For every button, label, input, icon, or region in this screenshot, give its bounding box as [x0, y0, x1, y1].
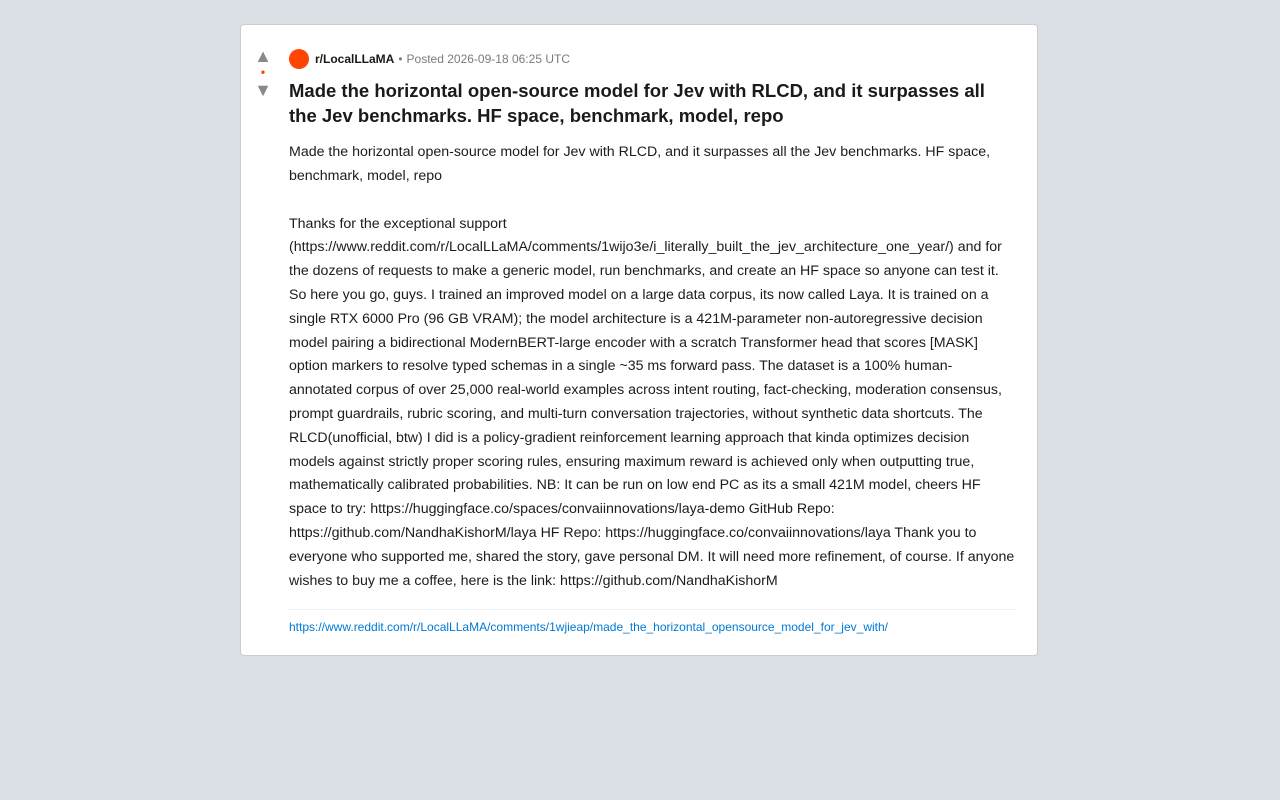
- subreddit-link[interactable]: r/LocalLLaMA: [315, 52, 395, 66]
- post-url-link[interactable]: https://www.reddit.com/r/LocalLLaMA/comments/1wjieap/made_the_horizontal_opensource_model_for_jev_with/: [289, 620, 888, 635]
- post-content: [289, 49, 1015, 634]
- meta-separator: •: [398, 52, 403, 66]
- post-title[interactable]: Made the horizontal open-source model for Jev with RLCD, and it surpasses all the Jev benchmarks. HF space, benchmark, model, repo: [289, 80, 985, 126]
- downvote-arrow-icon[interactable]: ▼: [254, 80, 272, 100]
- upvote-arrow-icon[interactable]: ▲: [254, 46, 272, 66]
- post-body-paragraph: Thanks for the exceptional support (https://www.reddit.com/r/LocalLLaMA/comments/1wijo3e/i_literally_built_the_jev_architecture_one_year/) and for the dozens of requests to make a generic model, run benchmarks, and create an HF space so anyone can test it. So here you go, guys. I trained an improved model on a large data corpus, its now called Laya. It is trained on a single RTX 6000 Pro (96 GB VRAM); the model architecture is a 421M-parameter non-autoregressive decision model pairing a bidirectional ModernBERT-large encoder with a scratch Transformer head that scores [MASK] option markers to resolve typed schemas in a single ~35 ms forward pass. The dataset is a 100% human-annotated corpus of over 25,000 real-world examples across intent routing, fact-checking, moderation consensus, prompt guardrails, rubric scoring, and multi-turn conversation trajectories, without synthetic data shortcuts. The RLCD(unofficial, btw) I did is a policy-gradient reinforcement learning approach that kinda optimizes decision models against strictly proper scoring rules, ensuring maximum reward is achieved only when outputting true, mathematically calibrated probabilities. NB: It can be run on low end PC as its a small 421M model, cheers HF space to try: https://huggingface.co/spaces/convaiinnovations/laya-demo GitHub Repo: https://github.com/NandhaKishorM/laya HF Repo: https://huggingface.co/convaiinnovations/laya Thank you to everyone who supported me, shared the story, gave personal DM. It will need more refinement, of course. If anyone wishes to buy me a coffee, here is the link: https://github.com/NandhaKishorM: [289, 215, 1015, 589]
- post-body-paragraph: Made the horizontal open-source model for Jev with RLCD, and it surpasses all the Jev benchmarks. HF space, benchmark, model, repo: [289, 144, 991, 184]
- vote-column: [241, 47, 285, 99]
- vote-score: •: [260, 65, 266, 79]
- subreddit-avatar-icon[interactable]: [289, 49, 309, 69]
- post-card: [240, 24, 1038, 656]
- post-timestamp: Posted 2026-09-18 06:25 UTC: [406, 52, 570, 66]
- divider: [289, 609, 1015, 610]
- post-meta: [289, 49, 1015, 69]
- post-body: [289, 141, 1015, 593]
